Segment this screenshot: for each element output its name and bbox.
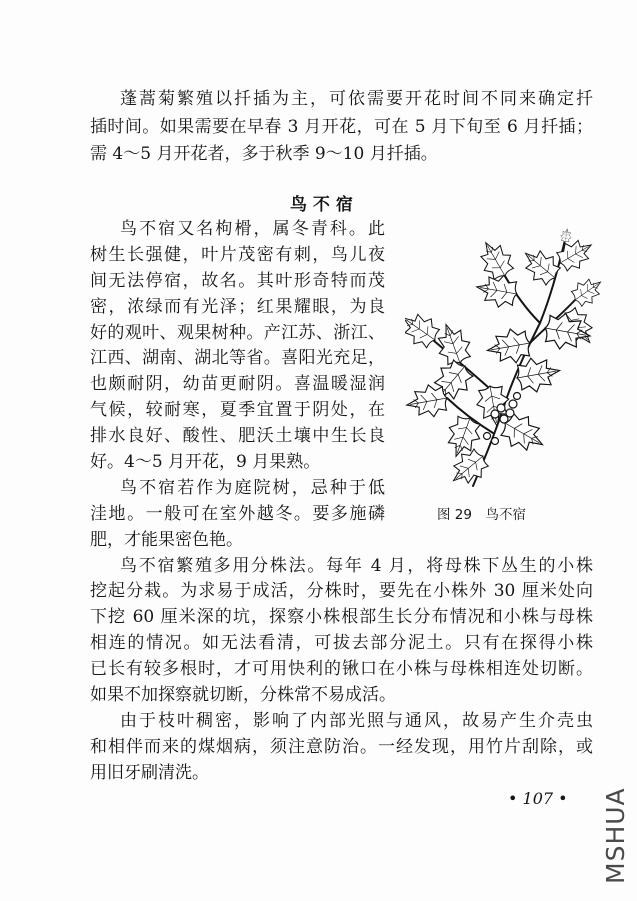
text-line: 好的观叶、观果树种。产江苏、浙江、 xyxy=(90,322,385,343)
leaf xyxy=(444,444,493,492)
text-line: 已长有较多根时，才可用快利的锹口在小株与母株相连处切断。 xyxy=(90,659,593,680)
text-line: 由于枝叶稠密，影响了内部光照与通风，故易产生介壳虫 xyxy=(120,710,593,731)
leaf xyxy=(568,272,605,310)
intro-paragraph xyxy=(90,86,593,169)
propagation-paragraph xyxy=(90,554,593,709)
text-line: 鸟不宿若作为庭院树，忌种于低 xyxy=(120,477,385,498)
text-line: 如果不加探察就切断，分株常不易成活。 xyxy=(90,685,396,706)
text-line: 鸟不宿繁殖多用分株法。每年 4 月，将母株下丛生的小株 xyxy=(120,555,593,576)
figure-caption: 图 29 鸟不宿 xyxy=(437,507,526,523)
text-line: 鸟不宿又名枸榾，属冬青科。此 xyxy=(120,219,385,239)
leaf xyxy=(473,235,519,283)
page-number: • 107 • xyxy=(508,789,568,808)
watermark: MSHUA xyxy=(601,787,630,885)
pests-paragraph xyxy=(90,709,593,787)
text-line: 插时间。如果需要在早春 3 月开花，可在 5 月下旬至 6 月扦插； xyxy=(90,116,593,137)
text-line: 洼地。一般可在室外越冬。要多施磷 xyxy=(90,503,385,524)
text-line: 肥，才能果密色艳。 xyxy=(90,529,243,550)
text-line: 间无法停宿，故名。其叶形奇特而茂 xyxy=(90,270,385,291)
text-line: 气候，较耐寒，夏季宜置于阴处，在 xyxy=(90,400,385,421)
text-line: 排水良好、酸性、肥沃土壤中生长良 xyxy=(90,426,385,447)
leaf xyxy=(560,228,573,243)
text-line: 蓬蒿菊繁殖以扦插为主，可依需要开花时间不同来确定扦 xyxy=(120,89,593,109)
text-line: 相连的情况。如无法看清，可拔去部分泥土。只有在探得小株 xyxy=(90,633,593,654)
text-line: 树生长强健，叶片茂密有刺，鸟儿夜 xyxy=(90,244,385,265)
leaves xyxy=(405,228,605,492)
holly-branch-illustration xyxy=(405,228,605,493)
text-line: 江西、湖南、湖北等省。喜阳光充足， xyxy=(90,348,385,369)
text-line: 也颇耐阴，幼苗更耐阴。喜温暖湿润 xyxy=(90,374,385,395)
text-line: 挖起分栽。为求易于成活，分株时，要先在小株外 30 厘米处向 xyxy=(90,581,593,602)
text-line: 需 4～5 月开花者，多于秋季 9～10 月扦插。 xyxy=(90,144,438,164)
text-line: 密，浓绿而有光泽；红果耀眼，为良 xyxy=(90,296,385,317)
leaf xyxy=(484,326,532,367)
text-line: 用旧牙刷清洗。 xyxy=(90,762,209,783)
text-line: 好。4～5 月开花，9 月果熟。 xyxy=(90,452,321,473)
text-line: 下挖 60 厘米深的坑，探察小株根部生长分布情况和小株与母株 xyxy=(90,607,593,628)
text-line: 和相伴而来的煤烟病，须注意防治。一经发现，用竹片刮除，或 xyxy=(90,736,593,757)
section-title: 鸟 不 宿 xyxy=(290,195,353,215)
